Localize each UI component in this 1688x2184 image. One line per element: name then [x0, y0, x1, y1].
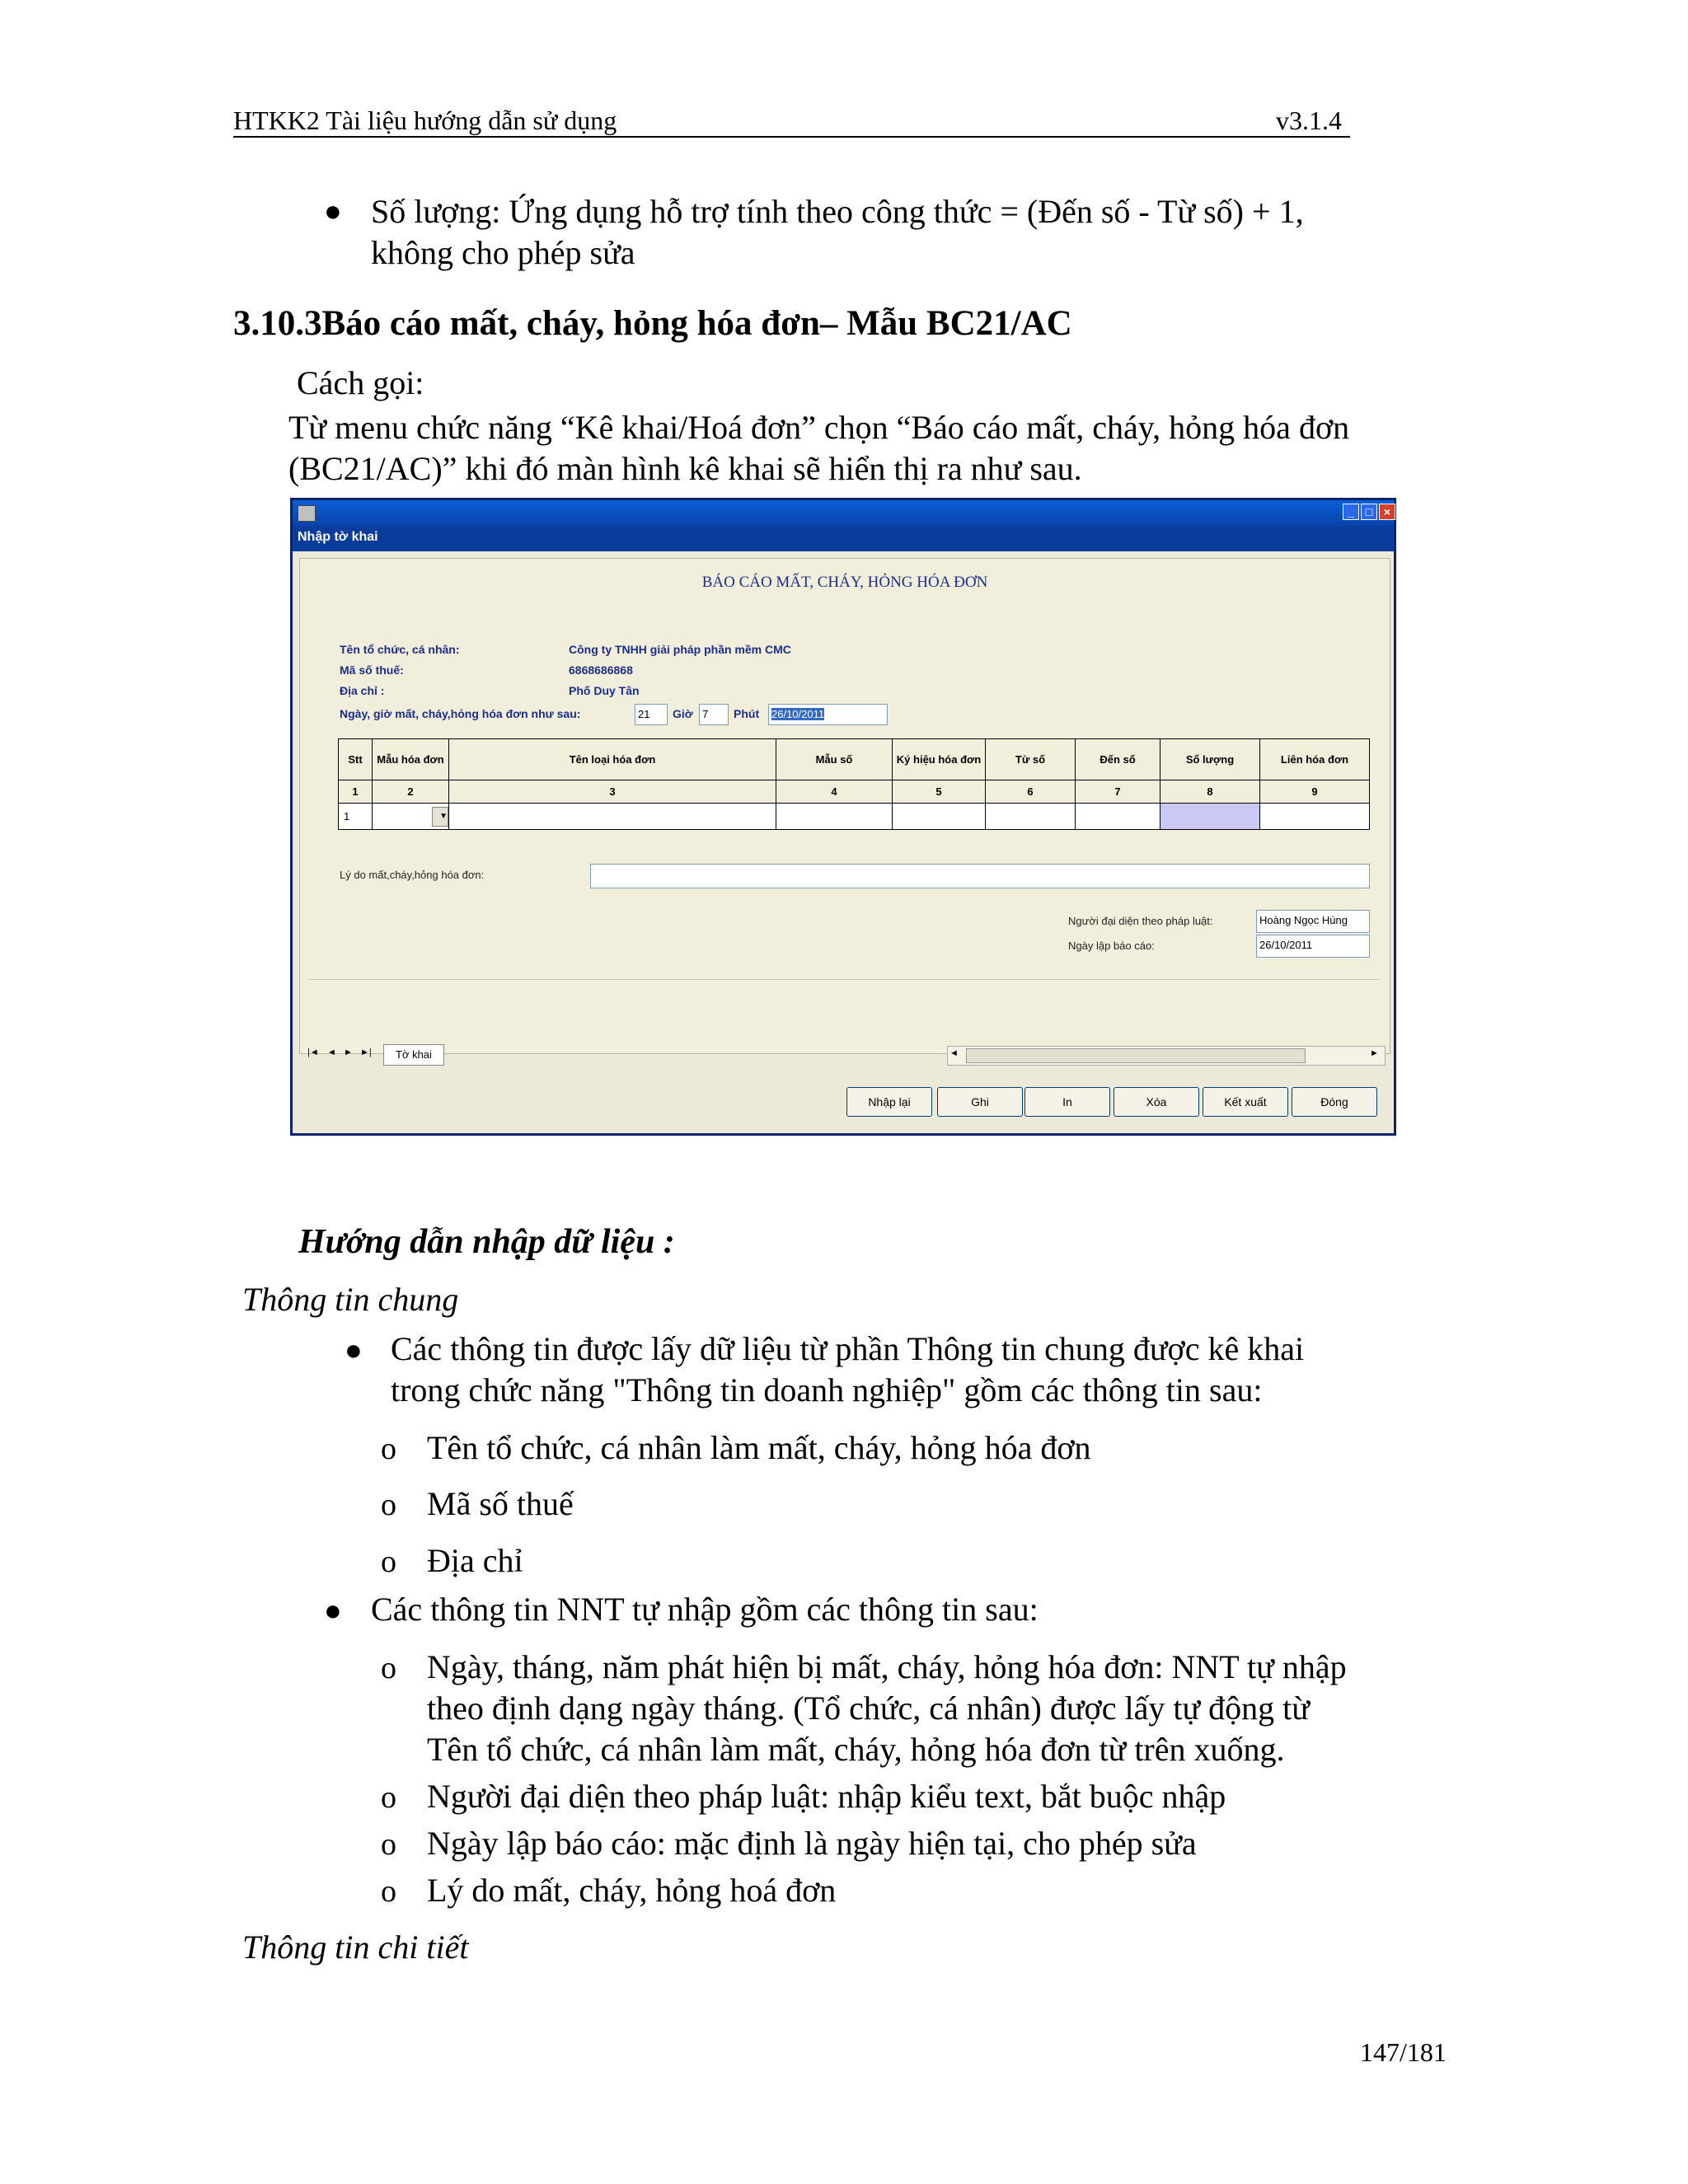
maximize-icon[interactable]: □: [1361, 504, 1377, 520]
reason-label: Lý do mất,cháy,hỏng hóa đơn:: [340, 869, 485, 881]
th-so-luong: Số lượng: [1160, 739, 1260, 780]
hour-label: Giờ: [673, 707, 693, 720]
ket-xuat-button[interactable]: Kết xuất: [1203, 1087, 1288, 1117]
cach-goi-label: Cách gọi:: [297, 364, 424, 401]
tax-value: 6868686868: [569, 663, 633, 677]
nnt-item1-line1: Ngày, tháng, năm phát hiện bị mất, cháy, hỏng hóa đơn: NNT tự nhập: [427, 1648, 1347, 1685]
representative-input[interactable]: Hoàng Ngọc Hùng: [1256, 910, 1370, 933]
circle-bullet-icon: o: [381, 1488, 396, 1522]
general-item-3: Địa chỉ: [427, 1542, 523, 1579]
circle-bullet-icon: o: [381, 1651, 396, 1685]
report-date-input[interactable]: 26/10/2011: [1256, 935, 1370, 958]
sheet-tabbar: [304, 1044, 1384, 1066]
menu-desc-line2: (BC21/AC)” khi đó màn hình kê khai sẽ hiển thị ra như sau.: [288, 450, 1082, 487]
circle-bullet-icon: o: [381, 1544, 396, 1579]
chevron-down-icon[interactable]: ▼: [432, 807, 448, 827]
nnt-item-4: Lý do mất, cháy, hỏng hoá đơn: [427, 1872, 837, 1909]
general-bullet-line2: trong chức năng "Thông tin doanh nghiệp" gồm các thông tin sau:: [391, 1371, 1263, 1408]
doc-header-version: v3.1.4: [1276, 105, 1342, 135]
mau-hoa-don-select[interactable]: [373, 804, 449, 830]
app-window: [290, 498, 1396, 1136]
col-num: 3: [449, 780, 776, 804]
menu-title: Nhập tờ khai: [298, 530, 378, 544]
org-value: Công ty TNHH giải pháp phần mềm CMC: [569, 643, 791, 656]
col-num: 2: [373, 780, 449, 804]
report-date-label: Ngày lập báo cáo:: [1068, 940, 1155, 952]
bullet-icon: ●: [324, 194, 342, 227]
form-title: BÁO CÁO MẤT, CHÁY, HỎNG HÓA ĐƠN: [701, 574, 988, 591]
window-menubar: [293, 527, 1394, 551]
col-num: 9: [1260, 780, 1370, 804]
app-icon: [298, 505, 316, 522]
general-bullet-line1: Các thông tin được lấy dữ liệu từ phần Thông tin chung được kê khai: [391, 1330, 1305, 1367]
date-input-value: 26/10/2011: [771, 708, 825, 720]
circle-bullet-icon: o: [381, 1780, 396, 1815]
section-heading: 3.10.3Báo cáo mất, cháy, hỏng hóa đơn– Mẫu BC21/AC: [233, 304, 1072, 343]
org-label: Tên tổ chức, cá nhân:: [340, 643, 460, 656]
col-num: 5: [893, 780, 986, 804]
col-num: 4: [776, 780, 893, 804]
th-ten-loai: Tên loại hóa đơn: [449, 739, 776, 780]
th-stt: Stt: [339, 739, 373, 780]
scroll-right-icon[interactable]: ►: [1370, 1048, 1379, 1058]
th-mau-so: Mẫu số: [776, 739, 893, 780]
menu-desc-line1: Từ menu chức năng “Kê khai/Hoá đơn” chọn “Báo cáo mất, cháy, hỏng hóa đơn: [288, 409, 1350, 446]
circle-bullet-icon: o: [381, 1827, 396, 1862]
invoice-table: [338, 738, 1370, 830]
row-stt: 1: [339, 804, 373, 830]
th-ky-hieu: Ký hiệu hóa đơn: [893, 739, 986, 780]
col-num: 6: [986, 780, 1076, 804]
nnt-item1-line2: theo định dạng ngày tháng. (Tổ chức, cá nhân) được lấy tự động từ: [427, 1690, 1310, 1727]
last-sheet-icon[interactable]: ►|: [360, 1047, 372, 1057]
next-sheet-icon[interactable]: ►: [344, 1047, 353, 1057]
mau-so-cell[interactable]: [776, 804, 893, 830]
nnt-item-3: Ngày lập báo cáo: mặc định là ngày hiện tại, cho phép sửa: [427, 1825, 1197, 1862]
header-rule: [233, 136, 1350, 138]
col-num: 8: [1160, 780, 1260, 804]
ghi-button[interactable]: Ghi: [937, 1087, 1023, 1117]
tu-so-cell[interactable]: [986, 804, 1076, 830]
general-item-1: Tên tổ chức, cá nhân làm mất, cháy, hỏng hóa đơn: [427, 1429, 1091, 1466]
den-so-cell[interactable]: [1076, 804, 1160, 830]
date-input[interactable]: [768, 704, 888, 725]
col-num: 7: [1076, 780, 1160, 804]
circle-bullet-icon: o: [381, 1874, 396, 1909]
hour-input[interactable]: 7: [699, 704, 729, 725]
nhap-lai-button[interactable]: Nhập lại: [846, 1087, 932, 1117]
ten-loai-cell[interactable]: [449, 804, 776, 830]
col-num: 1: [339, 780, 373, 804]
intro-bullet-line1: Số lượng: Ứng dụng hỗ trợ tính theo công thức = (Đến số - Từ số) + 1,: [371, 193, 1304, 230]
guide-heading: Hướng dẫn nhập dữ liệu :: [298, 1223, 675, 1261]
nnt-bullet: Các thông tin NNT tự nhập gồm các thông tin sau:: [371, 1591, 1039, 1628]
bullet-icon: ●: [324, 1594, 342, 1627]
th-tu-so: Từ số: [986, 739, 1076, 780]
dong-button[interactable]: Đóng: [1292, 1087, 1377, 1117]
detail-heading: Thông tin chi tiết: [242, 1929, 469, 1966]
day-input[interactable]: 21: [635, 704, 668, 725]
scroll-thumb[interactable]: [966, 1048, 1306, 1063]
close-icon[interactable]: ×: [1379, 504, 1395, 520]
ky-hieu-cell[interactable]: [893, 804, 986, 830]
nnt-item1-line3: Tên tổ chức, cá nhân làm mất, cháy, hỏng hóa đơn từ trên xuống.: [427, 1731, 1285, 1768]
circle-bullet-icon: o: [381, 1432, 396, 1466]
address-label: Địa chỉ :: [340, 684, 385, 697]
doc-header-title: HTKK2 Tài liệu hướng dẫn sử dụng: [233, 105, 617, 135]
horizontal-scrollbar[interactable]: [947, 1046, 1386, 1066]
datetime-label: Ngày, giờ mất, cháy,hỏng hóa đơn như sau:: [340, 707, 581, 720]
first-sheet-icon[interactable]: |◄: [307, 1047, 319, 1057]
tax-label: Mã số thuế:: [340, 663, 404, 677]
tab-to-khai[interactable]: Tờ khai: [383, 1044, 444, 1066]
prev-sheet-icon[interactable]: ◄: [327, 1047, 336, 1057]
divider: [308, 979, 1380, 980]
in-button[interactable]: In: [1025, 1087, 1110, 1117]
bullet-icon: ●: [345, 1333, 363, 1366]
minimize-icon[interactable]: _: [1343, 504, 1359, 520]
intro-bullet-line2: không cho phép sửa: [371, 234, 635, 271]
minute-label: Phút: [734, 707, 760, 720]
xoa-button[interactable]: Xóa: [1114, 1087, 1199, 1117]
nnt-item-2: Người đại diện theo pháp luật: nhập kiểu text, bắt buộc nhập: [427, 1778, 1226, 1815]
th-lien-hoa-don: Liên hóa đơn: [1260, 739, 1370, 780]
representative-label: Người đại diện theo pháp luật:: [1068, 915, 1213, 927]
window-titlebar: [293, 500, 1394, 527]
address-value: Phố Duy Tân: [569, 684, 640, 697]
general-heading: Thông tin chung: [242, 1281, 459, 1318]
page-number: 147/181: [1360, 2037, 1447, 2067]
so-luong-cell: [1160, 804, 1260, 830]
general-item-2: Mã số thuế: [427, 1485, 574, 1522]
th-mau-hoa-don: Mẫu hóa đơn: [373, 739, 449, 780]
th-den-so: Đến số: [1076, 739, 1160, 780]
scroll-left-icon[interactable]: ◄: [950, 1048, 959, 1058]
reason-input[interactable]: [590, 864, 1370, 888]
lien-hoa-don-cell[interactable]: [1260, 804, 1370, 830]
form-panel: [299, 558, 1390, 1054]
